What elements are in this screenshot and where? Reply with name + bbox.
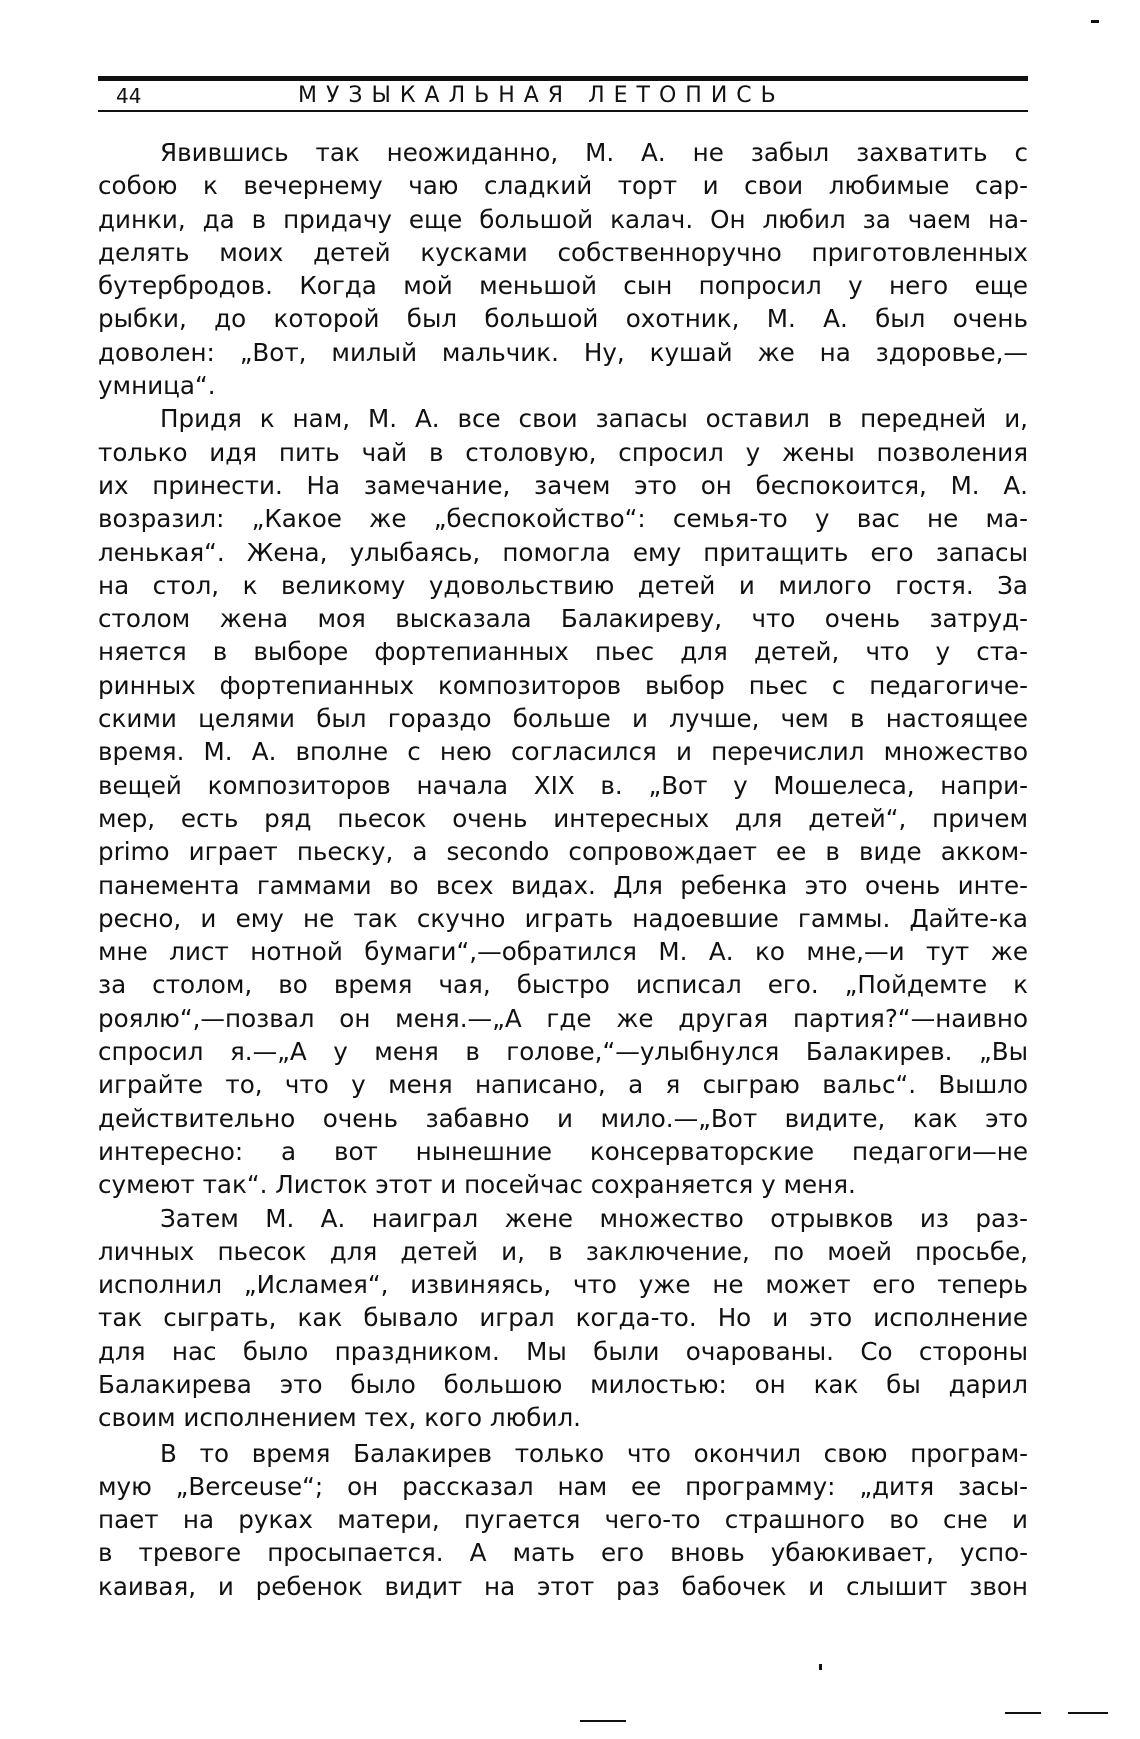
scan-mark [580,1720,626,1722]
text-line: мер, есть ряд пьесок очень интересных для детей“, причем [98,803,1028,833]
text-line: Явившись так неожиданно, М. А. не забыл захватить с [160,138,1028,167]
paragraph-4 [98,1437,1028,1603]
text-line: вещей композиторов начала XIX в. „Вот у Мошелеса, напри- [98,770,1028,800]
text-line: рыбки, до которой был большой охотник, М. А. был очень [98,304,1028,334]
text-line: только идя пить чай в столовую, спросил у жены позволения [98,437,1028,467]
text-line: скими целями был гораздо больше и лучше, чем в настоящее [98,704,1028,734]
text-line: в тревоге просыпается. А мать его вновь убаюкивает, успо- [98,1538,1028,1568]
text-line: собою к вечернему чаю сладкий торт и свои любимые сар- [98,171,1028,201]
text-line: действительно очень забавно и мило.—„Вот видите, как это [98,1103,1028,1133]
text-line: В то время Балакирев только что окончил свою програм- [160,1438,1028,1468]
text-line: их принести. На замечание, зачем это он беспокоится, М. А. [98,470,1028,500]
header-rule-bottom [98,110,1028,112]
text-line: время. М. А. вполне с нею согласился и перечислил множество [98,737,1028,767]
text-line: Балакирева это было большою милостью: он как бы дарил [98,1369,1028,1399]
page-number: 44 [116,84,142,108]
text-line: играйте то, что у меня написано, а я сыграю вальс“. Вышло [98,1070,1028,1100]
text-line: возразил: „Какое же „беспокойство“: семья-то у вас не ма- [98,504,1028,534]
text-line: панемента гаммами во всех видах. Для ребенка это очень инте- [98,870,1028,900]
header-rule-top [98,76,1028,81]
text-line: так сыграть, как бывало играл когда-то. Но и это исполнение [98,1303,1028,1333]
text-line: мне лист нотной бумаги“,—обратился М. А. ко мне,—и тут же [98,937,1028,967]
text-line: ринных фортепианных композиторов выбор пьес с педагогиче- [98,670,1028,700]
running-title: МУЗЫКАЛЬНАЯ ЛЕТОПИСЬ [298,83,785,108]
text-line: умница“. [98,371,216,401]
text-line: интересно: а вот нынешние консерваторские педагоги—не [98,1136,1028,1166]
text-line: ресно, и ему не так скучно играть надоевшие гаммы. Дайте-ка [98,903,1028,933]
text-line: на стол, к великому удовольствию детей и милого гостя. За [98,570,1028,600]
text-line: сумеют так“. Листок этот и посейчас сохраняется у меня. [98,1170,856,1200]
text-line: своим исполнением тех, кого любил. [98,1403,581,1433]
scan-mark [1005,1712,1041,1714]
text-line: делять моих детей кусками собственноручно приготовленных [98,237,1028,267]
running-header [98,82,1028,110]
text-line: Придя к нам, М. А. все свои запасы оставил в передней и, [160,404,1028,434]
scan-mark [819,1664,822,1670]
text-line: ленькая“. Жена, улыбаясь, помогла ему притащить его запасы [98,537,1028,567]
text-line: пает на руках матери, пугается чего-то страшного во сне и [98,1505,1028,1535]
text-line: динки, да в придачу еще большой калач. Он любил за чаем на- [98,204,1028,234]
text-line: исполнил „Исламея“, извиняясь, что уже не может его теперь [98,1270,1028,1300]
paragraph-2 [98,402,1028,1201]
text-line: каивая, и ребенок видит на этот раз бабочек и слышит звон [98,1571,1028,1601]
text-line: за столом, во время чая, быстро исписал его. „Пойдемте к [98,970,1028,1000]
paragraph-3 [98,1202,1028,1435]
text-line: бутербродов. Когда мой меньшой сын попросил у него еще [98,271,1028,301]
text-line: доволен: „Вот, милый мальчик. Ну, кушай же на здоровье,— [98,337,1028,367]
text-line: для нас было праздником. Мы были очарованы. Со стороны [98,1336,1028,1366]
text-line: столом жена моя высказала Балакиреву, что очень затруд- [98,604,1028,634]
text-line: личных пьесок для детей и, в заключение, по моей просьбе, [98,1236,1028,1266]
scan-mark [1091,20,1099,23]
body-text [98,136,1028,1603]
text-line: мую „Berceuse“; он рассказал нам ее программу: „дитя засы- [98,1471,1028,1501]
text-line: primo играет пьеску, а secondo сопровождает ее в виде акком- [98,837,1028,867]
text-line: роялю“,—позвал он меня.—„А где же другая партия?“—наивно [98,1003,1028,1033]
paragraph-1 [98,136,1028,402]
text-line: няется в выборе фортепианных пьес для детей, что у ста- [98,637,1028,667]
text-line: спросил я.—„А у меня в голове,“—улыбнулся Балакирев. „Вы [98,1037,1028,1067]
scan-mark [1068,1712,1108,1714]
text-line: Затем М. А. наиграл жене множество отрывков из раз- [160,1203,1028,1233]
